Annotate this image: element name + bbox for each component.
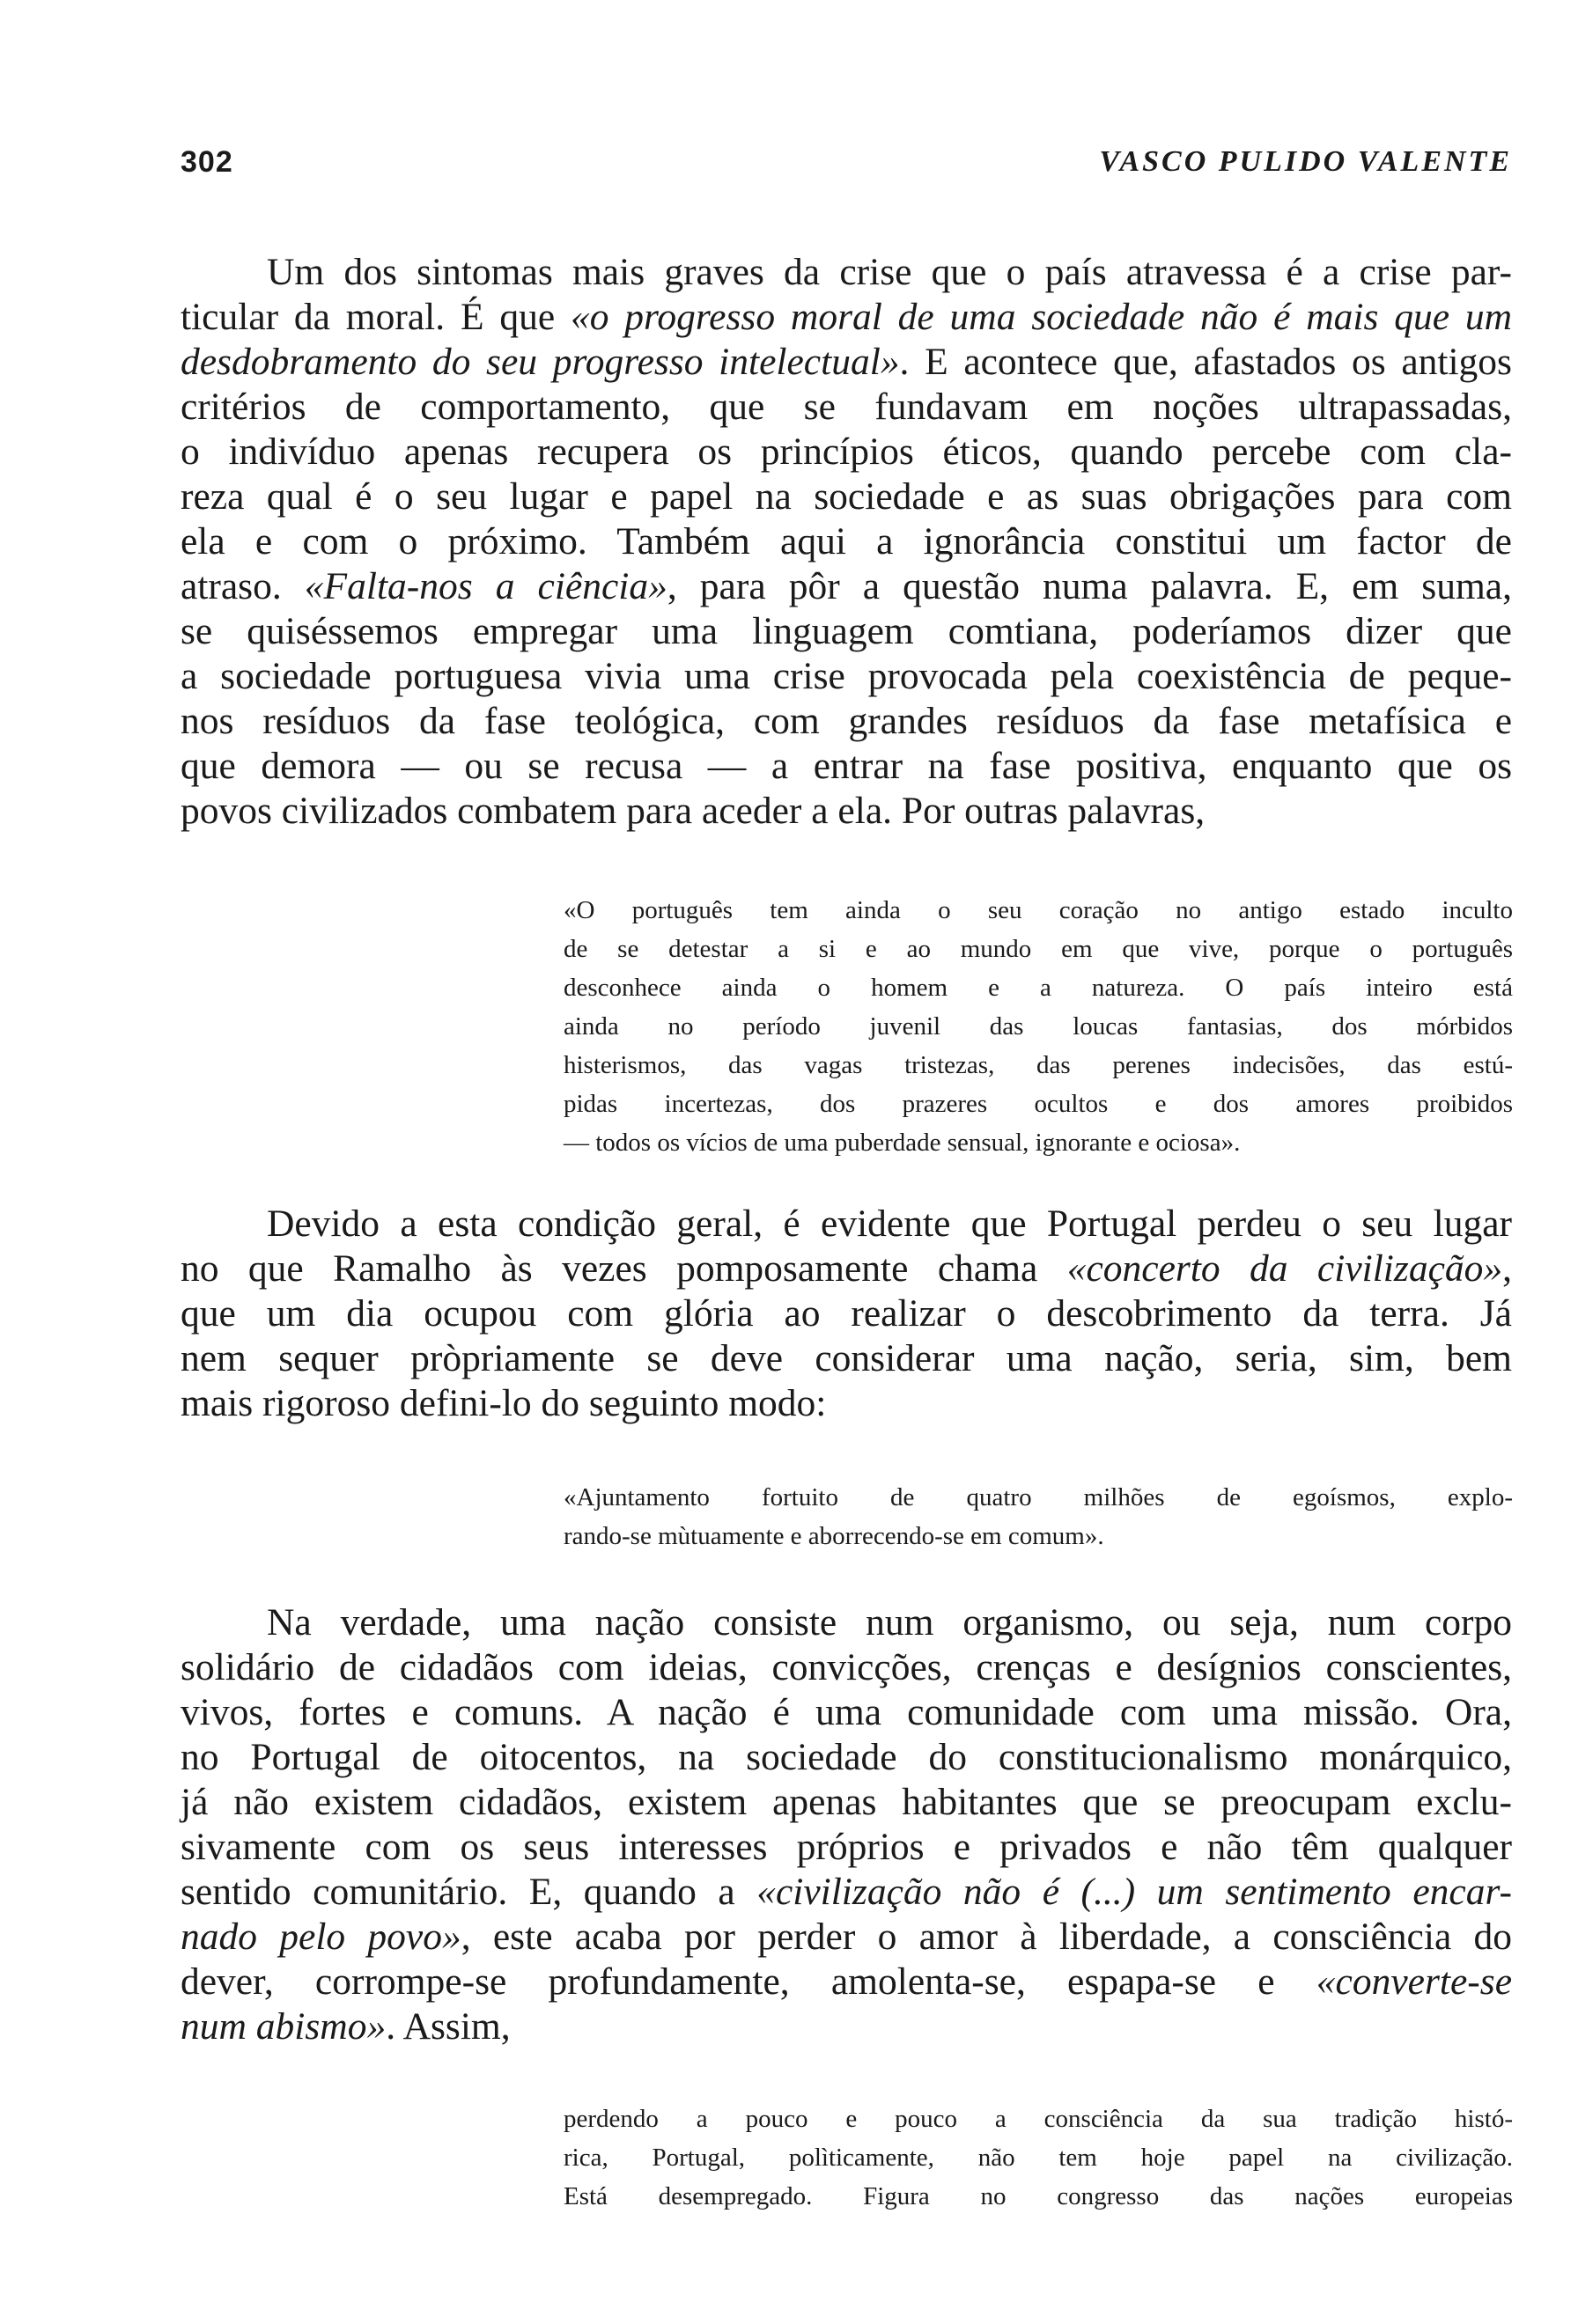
text-line: reza qual é o seu lugar e papel na sociedade e as suas obrigações para com <box>181 475 1512 518</box>
text-line: desdobramento do seu progresso intelectual». E acontece que, afastados os antigos <box>181 341 1512 383</box>
text-line: atraso. «Falta-nos a ciência», para pôr a questão numa palavra. E, em suma, <box>181 565 1512 607</box>
text-line: Devido a esta condição geral, é evidente que Portugal perdeu o seu lugar <box>267 1202 1512 1245</box>
paragraph-nation <box>181 1600 1512 2049</box>
text-line: no Portugal de oitocentos, na sociedade do constitucionalismo monárquico, <box>181 1736 1512 1778</box>
text-line: nem sequer pròpriamente se deve considerar uma nação, seria, sim, bem <box>181 1337 1512 1379</box>
block-quote-ajuntamento <box>564 1478 1513 1555</box>
quote-line: Está desempregado. Figura no congresso das nações europeias <box>564 2182 1513 2210</box>
paragraph-lost-place <box>181 1202 1512 1426</box>
text-line: no que Ramalho às vezes pomposamente chama «concerto da civilização», <box>181 1247 1512 1290</box>
quote-line: histerismos, das vagas tristezas, das perenes indecisões, das estú- <box>564 1051 1513 1079</box>
block-quote-perdendo <box>564 2100 1513 2216</box>
text-line: o indivíduo apenas recupera os princípios éticos, quando percebe com cla- <box>181 430 1512 473</box>
quote-line: «O português tem ainda o seu coração no antigo estado inculto <box>564 896 1513 924</box>
text-line: sivamente com os seus interesses próprios e privados e não têm qualquer <box>181 1826 1512 1868</box>
quote-line: «Ajuntamento fortuito de quatro milhões de egoísmos, explo- <box>564 1483 1513 1511</box>
text-line: mais rigoroso defini-lo do seguinto modo: <box>181 1382 827 1424</box>
text-line: solidário de cidadãos com ideias, convicções, crenças e desígnios conscientes, <box>181 1646 1512 1688</box>
quote-line: rica, Portugal, polìticamente, não tem hoje papel na civilização. <box>564 2144 1513 2172</box>
running-head: VASCO PULIDO VALENTE <box>1099 145 1512 178</box>
text-line: critérios de comportamento, que se fundavam em noções ultrapassadas, <box>181 386 1512 428</box>
page-number: 302 <box>181 145 233 179</box>
text-line: a sociedade portuguesa vivia uma crise provocada pela coexistência de peque- <box>181 655 1512 697</box>
text-line: que um dia ocupou com glória ao realizar o descobrimento da terra. Já <box>181 1292 1512 1335</box>
text-line: num abismo». Assim, <box>181 2005 511 2048</box>
quote-line: perdendo a pouco e pouco a consciência da sua tradição histó- <box>564 2105 1513 2133</box>
quote-line: — todos os vícios de uma puberdade sensual, ignorante e ociosa». <box>564 1129 1241 1157</box>
text-line: Na verdade, uma nação consiste num organismo, ou seja, num corpo <box>267 1601 1512 1644</box>
text-line: povos civilizados combatem para aceder a ela. Por outras palavras, <box>181 790 1206 832</box>
paragraph-crisis-of-morals <box>181 250 1512 834</box>
text-line: vivos, fortes e comuns. A nação é uma comunidade com uma missão. Ora, <box>181 1691 1512 1733</box>
quote-line: rando-se mùtuamente e aborrecendo-se em comum». <box>564 1522 1104 1550</box>
text-line: Um dos sintomas mais graves da crise que o país atravessa é a crise par- <box>267 251 1512 293</box>
quote-line: desconhece ainda o homem e a natureza. O país inteiro está <box>564 974 1513 1002</box>
text-line: dever, corrompe-se profundamente, amolenta-se, espapa-se e «converte-se <box>181 1960 1512 2003</box>
text-line: que demora — ou se recusa — a entrar na fase positiva, enquanto que os <box>181 745 1512 787</box>
quote-line: pidas incertezas, dos prazeres ocultos e dos amores proibidos <box>564 1090 1513 1118</box>
quote-line: de se detestar a si e ao mundo em que vive, porque o português <box>564 935 1513 963</box>
text-line: nos resíduos da fase teológica, com grandes resíduos da fase metafísica e <box>181 700 1512 742</box>
text-line: ticular da moral. É que «o progresso moral de uma sociedade não é mais que um <box>181 296 1512 338</box>
quote-line: ainda no período juvenil das loucas fantasias, dos mórbidos <box>564 1012 1513 1041</box>
text-line: se quiséssemos empregar uma linguagem comtiana, poderíamos dizer que <box>181 610 1512 652</box>
text-line: sentido comunitário. E, quando a «civilização não é (...) um sentimento encar- <box>181 1871 1512 1913</box>
page-header <box>181 145 1512 189</box>
text-line: nado pelo povo», este acaba por perder o amor à liberdade, a consciência do <box>181 1916 1513 1958</box>
text-line: ela e com o próximo. Também aqui a ignorância constitui um factor de <box>181 520 1512 563</box>
text-line: já não existem cidadãos, existem apenas habitantes que se preocupam exclu- <box>181 1781 1512 1823</box>
block-quote-portugues <box>564 891 1513 1162</box>
